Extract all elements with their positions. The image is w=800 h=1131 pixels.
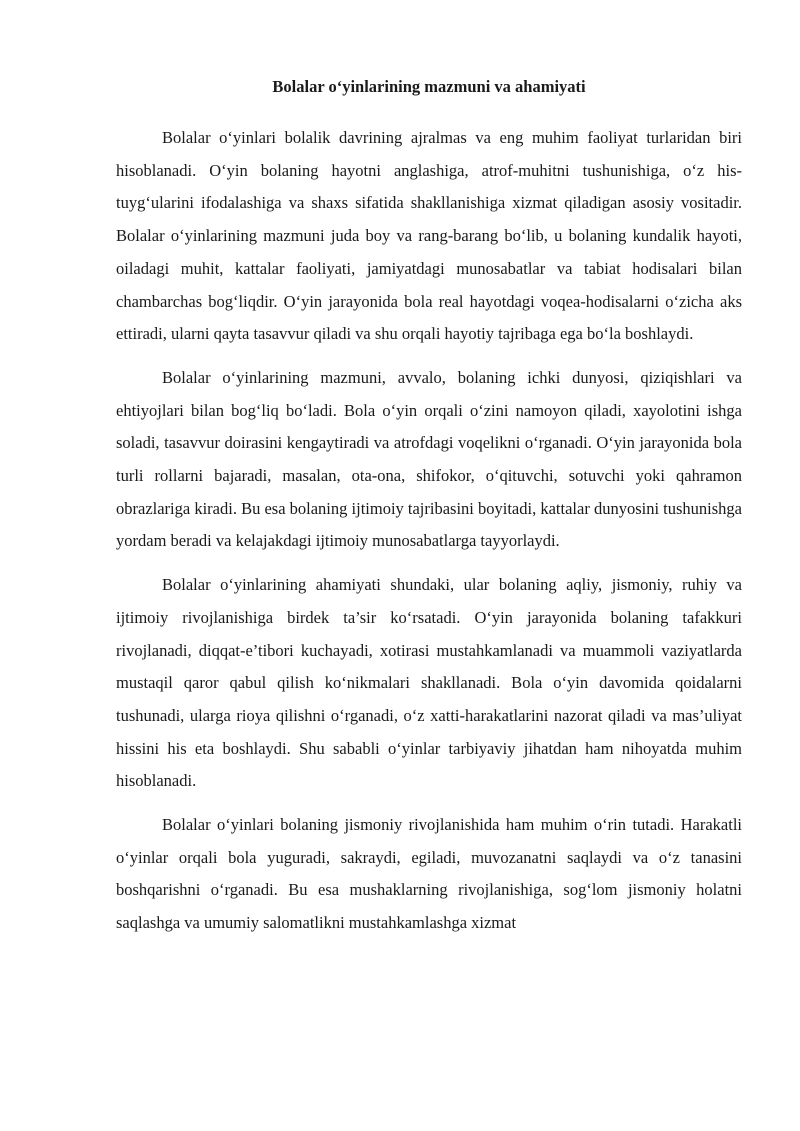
paragraph-2: Bolalar o‘yinlarining mazmuni, avvalo, bolaning ichki dunyosi, qiziqishlari va ehtiyojlari bilan bog‘liq bo‘ladi. Bola o‘yin orqali o‘zini namoyon qiladi, xayolotini ishga soladi, tasavvur doirasini kengaytiradi va atrofdagi voqelikni o‘rganadi. O‘yin jarayonida bola turli rollarni bajaradi, masalan, ota-ona, shifokor, o‘qituvchi, sotuvchi yoki qahramon obrazlariga kiradi. Bu esa bolaning ijtimoiy tajribasini boyitadi, kattalar dunyosini tushunishga yordam beradi va kelajakdagi ijtimoiy munosabatlarga tayyorlaydi. — [116, 367, 742, 551]
paragraph-1: Bolalar o‘yinlari bolalik davrining ajralmas va eng muhim faoliyat turlaridan biri hisoblanadi. O‘yin bolaning hayotni anglashiga, atrof-muhitni tushunishiga, o‘z his-tuyg‘ularini ifodalashiga va shaxs sifatida shakllanishiga xizmat qiladigan asosiy vositadir. Bolalar o‘yinlarining mazmuni juda boy va rang-barang bo‘lib, u bolaning kundalik hayoti, oiladagi muhit, kattalar faoliyati, jamiyatdagi munosabatlar va tabiat hodisalari bilan chambarchas bog‘liqdir. O‘yin jarayonida bola real hayotdagi voqea-hodisalarni o‘zicha aks ettiradi, ularni qayta tasavvur qiladi va shu orqali hayotiy tajribaga ega bo‘la boshlaydi. — [116, 128, 742, 344]
document-title: Bolalar o‘yinlarining mazmuni va ahamiyati — [272, 77, 586, 96]
paragraph-4: Bolalar o‘yinlari bolaning jismoniy rivojlanishida ham muhim o‘rin tutadi. Harakatli o‘yinlar orqali bola yuguradi, sakraydi, egiladi, muvozanatni saqlaydi va o‘z tanasini boshqarishni o‘rganadi. Bu esa mushaklarning rivojlanishiga, sog‘lom jismoniy holatni saqlashga va umumiy salomatlikni mustahkamlashga xizmat — [116, 815, 742, 933]
paragraph-3: Bolalar o‘yinlarining ahamiyati shundaki, ular bolaning aqliy, jismoniy, ruhiy va ijtimoiy rivojlanishiga birdek ta’sir ko‘rsatadi. O‘yin jarayonida bolaning tafakkuri rivojlanadi, diqqat-e’tibori kuchayadi, xotirasi mustahkamlanadi va muammoli vaziyatlarda mustaqil qaror qabul qilish ko‘nikmalari shakllanadi. Bola o‘yin davomida qoidalarni tushunadi, ularga rioya qilishni o‘rganadi, o‘z xatti-harakatlarini nazorat qiladi va mas’uliyat hissini his eta boshlaydi. Shu sababli o‘yinlar tarbiyaviy jihatdan ham nihoyatda muhim hisoblanadi. — [116, 575, 742, 791]
